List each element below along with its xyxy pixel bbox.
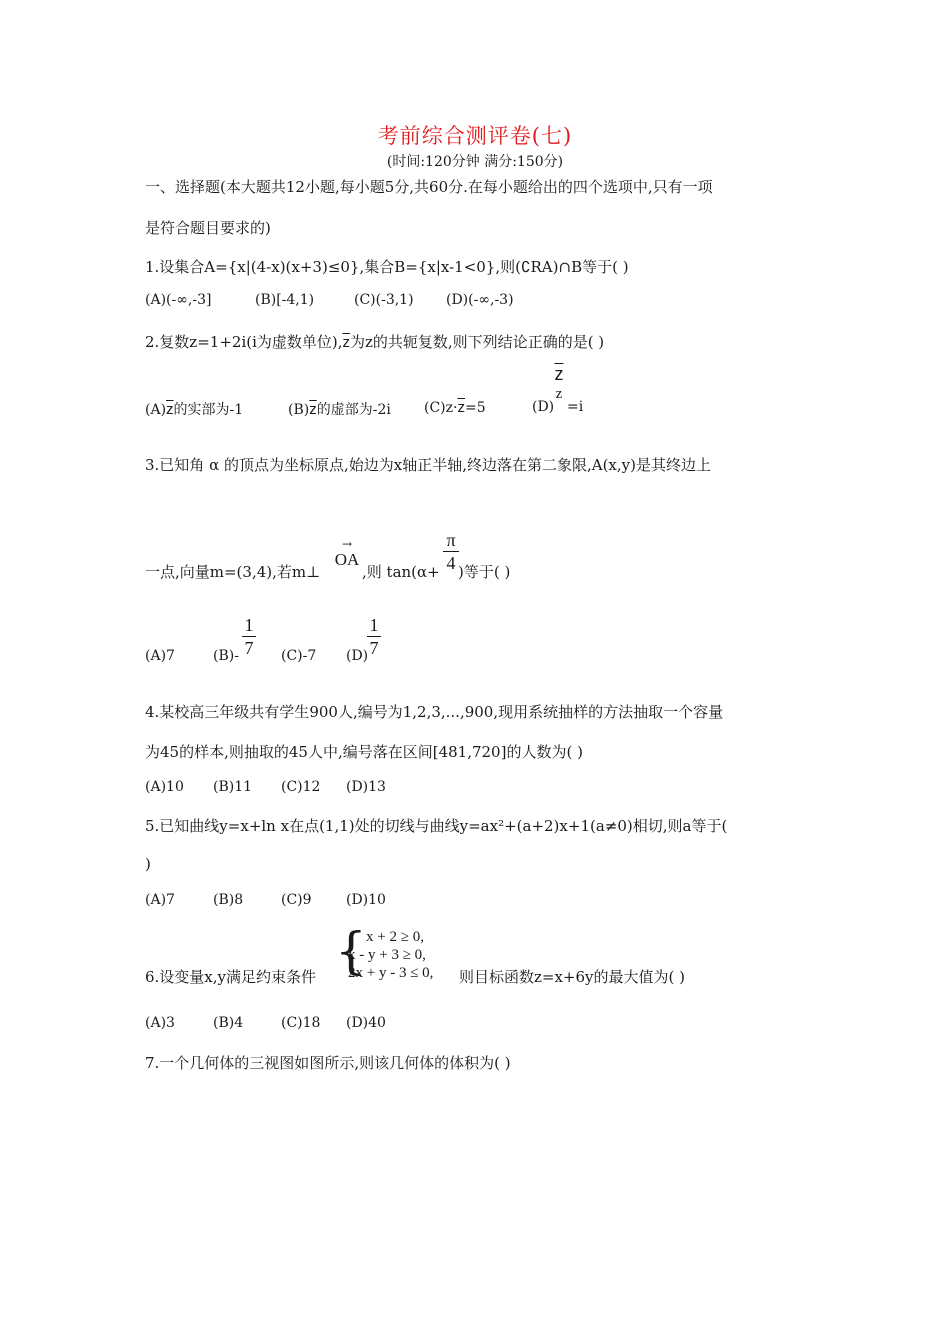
q5-option-d: (D)10 <box>346 892 386 908</box>
q3-option-c: (C)-7 <box>281 648 317 664</box>
q4-option-d: (D)13 <box>346 779 386 795</box>
q3-option-b-numerator: 1 <box>244 615 254 635</box>
q2-stem <box>145 331 604 352</box>
q6-constraint-3: 2x + y - 3 ≤ 0, <box>348 965 434 981</box>
q2-option-b <box>288 399 391 419</box>
q1-stem: 1.设集合A={x|(4-x)(x+3)≤0},集合B={x|x-1<0},则(∁RA)∩B等于( ) <box>145 258 629 276</box>
q3-option-d-numerator: 1 <box>369 615 379 635</box>
q5-stem-line1: 5.已知曲线y=x+ln x在点(1,1)处的切线与曲线y=ax²+(a+2)x+1(a≠0)相切,则a等于( <box>145 817 728 835</box>
q3-pi-over-4 <box>443 530 459 573</box>
q2-option-a-zbar: $\overline{z}$ <box>166 401 174 418</box>
q6-option-b: (B)4 <box>213 1015 244 1031</box>
q2-option-b-text: 的虚部为-2i <box>316 402 391 418</box>
q5-option-c: (C)9 <box>281 892 312 908</box>
q3-stem-line2-part2: ,则 tan(α+ <box>362 563 440 581</box>
q3-pi-numerator: π <box>446 530 456 550</box>
q3-option-b-label: (B)- <box>213 648 239 664</box>
q3-option-b-denominator: 7 <box>244 638 254 658</box>
q6-option-c: (C)18 <box>281 1015 321 1031</box>
q2-option-d-text: =i <box>567 399 584 415</box>
section-heading-line2: 是符合题目要求的) <box>145 219 271 237</box>
q5-option-a: (A)7 <box>145 892 175 908</box>
q3-stem-line2-part3: )等于( ) <box>458 563 511 581</box>
q4-option-b: (B)11 <box>213 779 253 795</box>
q3-option-d-fraction <box>367 615 381 658</box>
q2-option-a-label: (A) <box>145 402 167 418</box>
q6-option-a: (A)3 <box>145 1015 175 1031</box>
page-title: 考前综合测评卷(七) <box>377 124 573 148</box>
q2-option-d-numerator: $\overline{z}$ <box>554 364 564 384</box>
q3-vector-label: OA <box>334 550 360 569</box>
q2-option-c <box>424 399 486 416</box>
q3-pi-denominator: 4 <box>446 553 456 573</box>
q3-option-b-fraction <box>242 615 256 658</box>
q2-option-a-text: 的实部为-1 <box>173 402 244 418</box>
fraction-bar <box>367 636 381 637</box>
vector-arrow-icon: → <box>341 537 353 551</box>
q2-zbar: $\overline{z}$ <box>342 334 351 351</box>
q6-constraint-2: x - y + 3 ≥ 0, <box>348 947 426 963</box>
q1-option-b: (B)[-4,1) <box>255 292 315 308</box>
q2-option-a <box>145 399 243 419</box>
fraction-bar <box>242 636 256 637</box>
q2-option-c-label: (C)z· <box>424 400 458 416</box>
q1-option-d: (D)(-∞,-3) <box>446 292 514 308</box>
q2-stem-part1: 2.复数z=1+2i(i为虚数单位), <box>145 333 343 351</box>
q2-option-d-label: (D) <box>532 399 555 415</box>
section-heading-line1: 一、选择题(本大题共12小题,每小题5分,共60分.在每小题给出的四个选项中,只有一项 <box>145 178 713 196</box>
q6-option-d: (D)40 <box>346 1015 386 1031</box>
q4-option-a: (A)10 <box>145 779 184 795</box>
q4-stem-line1: 4.某校高三年级共有学生900人,编号为1,2,3,...,900,现用系统抽样的方法抽取一个容量 <box>145 703 724 721</box>
q2-option-b-zbar: $\overline{z}$ <box>309 401 317 418</box>
q2-stem-part2: 为z的共轭复数,则下列结论正确的是( ) <box>350 333 605 351</box>
q1-option-c: (C)(-3,1) <box>354 292 414 308</box>
fraction-bar <box>443 551 459 552</box>
q6-constraint-1: x + 2 ≥ 0, <box>366 929 424 945</box>
q2-option-c-zbar: $\overline{z}$ <box>457 399 465 416</box>
q3-stem-line1: 3.已知角 α 的顶点为坐标原点,始边为x轴正半轴,终边落在第二象限,A(x,y)是其终边上 <box>145 456 711 474</box>
q6-stem-part1: 6.设变量x,y满足约束条件 <box>145 968 317 986</box>
q2-option-d-denominator: z <box>555 386 563 402</box>
q6-stem-part2: 则目标函数z=x+6y的最大值为( ) <box>459 968 685 986</box>
q3-option-d-denominator: 7 <box>369 638 379 658</box>
q3-option-d-label: (D) <box>346 648 369 664</box>
q3-vector-oa <box>333 538 361 570</box>
q5-stem-line2: ) <box>145 855 151 873</box>
q7-stem: 7.一个几何体的三视图如图所示,则该几何体的体积为( ) <box>145 1054 511 1072</box>
q4-option-c: (C)12 <box>281 779 321 795</box>
q6-constraint-system <box>348 928 433 982</box>
q4-stem-line2: 为45的样本,则抽取的45人中,编号落在区间[481,720]的人数为( ) <box>145 743 583 761</box>
q2-option-d-fraction <box>551 364 567 404</box>
left-brace-icon: { <box>335 922 367 980</box>
q1-option-a: (A)(-∞,-3] <box>145 292 212 308</box>
q3-option-a: (A)7 <box>145 648 175 664</box>
q2-option-c-text: =5 <box>464 400 486 416</box>
q3-stem-line2-part1: 一点,向量m=(3,4),若m⊥ <box>145 563 321 581</box>
q2-option-b-label: (B) <box>288 402 310 418</box>
q5-option-b: (B)8 <box>213 892 244 908</box>
page-subtitle: (时间:120分钟 满分:150分) <box>386 154 564 170</box>
